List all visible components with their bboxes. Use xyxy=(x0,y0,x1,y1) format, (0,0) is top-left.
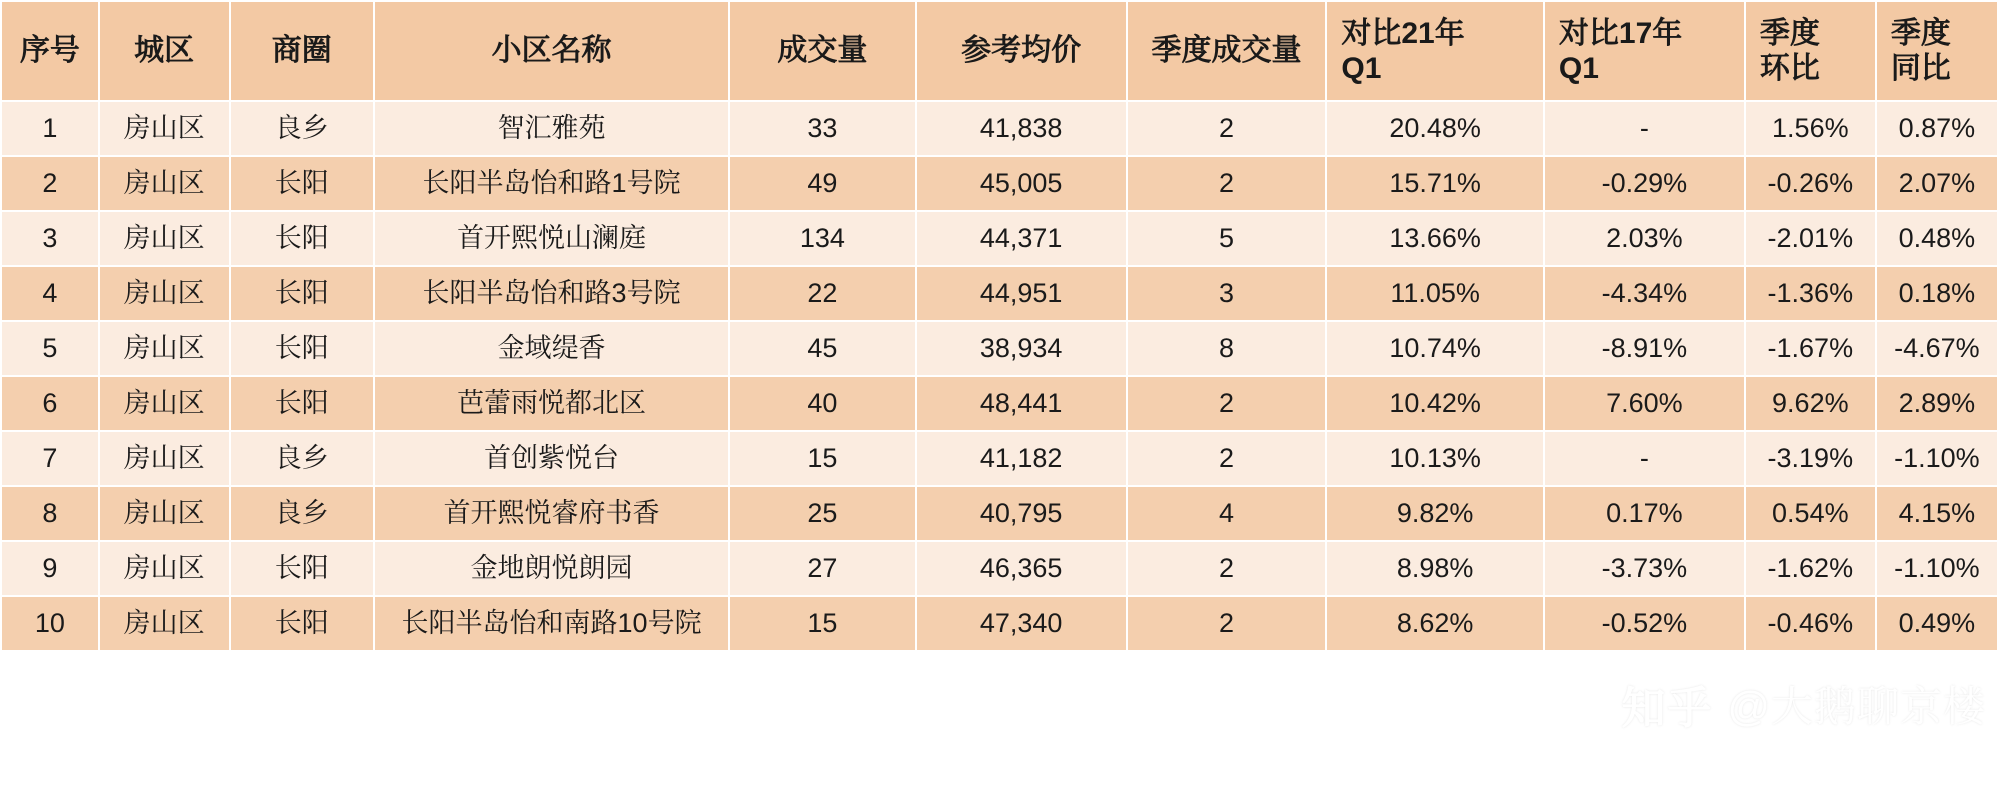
cell-quarterly-volume: 3 xyxy=(1127,266,1327,321)
cell-quarterly-volume: 5 xyxy=(1127,211,1327,266)
cell-qoq: -2.01% xyxy=(1745,211,1876,266)
cell-index: 4 xyxy=(1,266,99,321)
column-header-vs-2021-q1 xyxy=(1326,1,1544,101)
cell-yoy: 0.87% xyxy=(1876,101,1998,156)
cell-vs-2021-q1: 15.71% xyxy=(1326,156,1544,211)
table-header-row xyxy=(1,1,1998,101)
table-row xyxy=(1,431,1998,486)
cell-transaction-volume: 15 xyxy=(729,596,915,651)
cell-yoy: 0.49% xyxy=(1876,596,1998,651)
zhihu-username: @大鹅聊京楼 xyxy=(1727,683,1986,730)
cell-yoy: -1.10% xyxy=(1876,541,1998,596)
column-header-quarterly-volume: 季度成交量 xyxy=(1127,1,1327,101)
cell-transaction-volume: 33 xyxy=(729,101,915,156)
cell-district: 房山区 xyxy=(99,596,230,651)
cell-reference-price: 44,951 xyxy=(916,266,1127,321)
table-row xyxy=(1,596,1998,651)
cell-vs-2017-q1: 2.03% xyxy=(1544,211,1745,266)
cell-district: 房山区 xyxy=(99,266,230,321)
cell-reference-price: 41,182 xyxy=(916,431,1127,486)
cell-vs-2017-q1: - xyxy=(1544,101,1745,156)
cell-business-area: 良乡 xyxy=(230,486,374,541)
cell-business-area: 良乡 xyxy=(230,101,374,156)
cell-community-name: 首开熙悦睿府书香 xyxy=(374,486,729,541)
cell-quarterly-volume: 2 xyxy=(1127,431,1327,486)
cell-yoy: 0.18% xyxy=(1876,266,1998,321)
cell-quarterly-volume: 4 xyxy=(1127,486,1327,541)
cell-quarterly-volume: 8 xyxy=(1127,321,1327,376)
cell-qoq: -1.36% xyxy=(1745,266,1876,321)
cell-district: 房山区 xyxy=(99,321,230,376)
cell-quarterly-volume: 2 xyxy=(1127,541,1327,596)
column-header-transaction-volume: 成交量 xyxy=(729,1,915,101)
cell-district: 房山区 xyxy=(99,101,230,156)
cell-community-name: 首开熙悦山澜庭 xyxy=(374,211,729,266)
cell-vs-2021-q1: 10.42% xyxy=(1326,376,1544,431)
cell-transaction-volume: 134 xyxy=(729,211,915,266)
cell-district: 房山区 xyxy=(99,376,230,431)
cell-yoy: 0.48% xyxy=(1876,211,1998,266)
cell-business-area: 长阳 xyxy=(230,156,374,211)
table-row xyxy=(1,156,1998,211)
column-header-yoy-line1: 季度 xyxy=(1890,16,1951,50)
cell-transaction-volume: 25 xyxy=(729,486,915,541)
cell-district: 房山区 xyxy=(99,486,230,541)
cell-vs-2021-q1: 8.62% xyxy=(1326,596,1544,651)
cell-reference-price: 45,005 xyxy=(916,156,1127,211)
cell-transaction-volume: 15 xyxy=(729,431,915,486)
table-row xyxy=(1,541,1998,596)
table-row xyxy=(1,101,1998,156)
cell-business-area: 长阳 xyxy=(230,266,374,321)
cell-qoq: 9.62% xyxy=(1745,376,1876,431)
cell-vs-2017-q1: - xyxy=(1544,431,1745,486)
cell-vs-2021-q1: 8.98% xyxy=(1326,541,1544,596)
cell-index: 10 xyxy=(1,596,99,651)
cell-business-area: 良乡 xyxy=(230,431,374,486)
table-row xyxy=(1,266,1998,321)
table-row xyxy=(1,376,1998,431)
column-header-index: 序号 xyxy=(1,1,99,101)
cell-vs-2021-q1: 11.05% xyxy=(1326,266,1544,321)
column-header-vs-2017-q1-line2: Q1 xyxy=(1558,52,1599,85)
cell-community-name: 金域缇香 xyxy=(374,321,729,376)
cell-reference-price: 46,365 xyxy=(916,541,1127,596)
column-header-quarter-over-quarter xyxy=(1745,1,1876,101)
cell-vs-2017-q1: -3.73% xyxy=(1544,541,1745,596)
cell-yoy: -1.10% xyxy=(1876,431,1998,486)
column-header-year-over-year xyxy=(1876,1,1998,101)
table-body xyxy=(1,101,1998,651)
cell-community-name: 智汇雅苑 xyxy=(374,101,729,156)
cell-community-name: 长阳半岛怡和南路10号院 xyxy=(374,596,729,651)
cell-index: 6 xyxy=(1,376,99,431)
cell-reference-price: 44,371 xyxy=(916,211,1127,266)
cell-vs-2017-q1: -4.34% xyxy=(1544,266,1745,321)
cell-district: 房山区 xyxy=(99,431,230,486)
cell-qoq: -1.67% xyxy=(1745,321,1876,376)
cell-index: 1 xyxy=(1,101,99,156)
cell-quarterly-volume: 2 xyxy=(1127,376,1327,431)
cell-community-name: 长阳半岛怡和路1号院 xyxy=(374,156,729,211)
cell-index: 7 xyxy=(1,431,99,486)
column-header-qoq-line2: 环比 xyxy=(1759,52,1820,85)
column-header-yoy-line2: 同比 xyxy=(1890,52,1951,85)
table-row xyxy=(1,321,1998,376)
cell-reference-price: 40,795 xyxy=(916,486,1127,541)
cell-vs-2017-q1: -8.91% xyxy=(1544,321,1745,376)
cell-vs-2021-q1: 20.48% xyxy=(1326,101,1544,156)
cell-qoq: -0.26% xyxy=(1745,156,1876,211)
cell-yoy: -4.67% xyxy=(1876,321,1998,376)
column-header-business-area: 商圈 xyxy=(230,1,374,101)
watermark xyxy=(1621,672,1986,736)
cell-index: 3 xyxy=(1,211,99,266)
column-header-reference-price: 参考均价 xyxy=(916,1,1127,101)
cell-vs-2021-q1: 13.66% xyxy=(1326,211,1544,266)
column-header-vs-2017-q1-line1: 对比17年 xyxy=(1558,16,1683,50)
table-header xyxy=(1,1,1998,101)
cell-business-area: 长阳 xyxy=(230,376,374,431)
column-header-qoq-line1: 季度 xyxy=(1759,16,1820,50)
cell-quarterly-volume: 2 xyxy=(1127,156,1327,211)
cell-reference-price: 48,441 xyxy=(916,376,1127,431)
zhihu-logo: 知乎 xyxy=(1621,684,1714,733)
cell-community-name: 首创紫悦台 xyxy=(374,431,729,486)
cell-index: 5 xyxy=(1,321,99,376)
cell-business-area: 长阳 xyxy=(230,321,374,376)
column-header-vs-2021-q1-line2: Q1 xyxy=(1341,52,1382,85)
cell-community-name: 金地朗悦朗园 xyxy=(374,541,729,596)
cell-vs-2017-q1: 0.17% xyxy=(1544,486,1745,541)
cell-index: 8 xyxy=(1,486,99,541)
column-header-community-name: 小区名称 xyxy=(374,1,729,101)
cell-vs-2021-q1: 10.13% xyxy=(1326,431,1544,486)
cell-reference-price: 47,340 xyxy=(916,596,1127,651)
table-row xyxy=(1,211,1998,266)
cell-yoy: 4.15% xyxy=(1876,486,1998,541)
cell-qoq: 0.54% xyxy=(1745,486,1876,541)
cell-vs-2017-q1: -0.29% xyxy=(1544,156,1745,211)
cell-business-area: 长阳 xyxy=(230,211,374,266)
cell-business-area: 长阳 xyxy=(230,541,374,596)
cell-qoq: -3.19% xyxy=(1745,431,1876,486)
cell-community-name: 芭蕾雨悦都北区 xyxy=(374,376,729,431)
cell-vs-2017-q1: -0.52% xyxy=(1544,596,1745,651)
cell-district: 房山区 xyxy=(99,541,230,596)
cell-vs-2017-q1: 7.60% xyxy=(1544,376,1745,431)
cell-district: 房山区 xyxy=(99,156,230,211)
cell-transaction-volume: 45 xyxy=(729,321,915,376)
cell-reference-price: 41,838 xyxy=(916,101,1127,156)
cell-vs-2021-q1: 9.82% xyxy=(1326,486,1544,541)
cell-qoq: -1.62% xyxy=(1745,541,1876,596)
cell-qoq: 1.56% xyxy=(1745,101,1876,156)
column-header-district: 城区 xyxy=(99,1,230,101)
cell-index: 9 xyxy=(1,541,99,596)
cell-quarterly-volume: 2 xyxy=(1127,596,1327,651)
cell-yoy: 2.89% xyxy=(1876,376,1998,431)
cell-transaction-volume: 40 xyxy=(729,376,915,431)
cell-qoq: -0.46% xyxy=(1745,596,1876,651)
table-row xyxy=(1,486,1998,541)
column-header-vs-2021-q1-line1: 对比21年 xyxy=(1341,16,1465,50)
cell-quarterly-volume: 2 xyxy=(1127,101,1327,156)
cell-vs-2021-q1: 10.74% xyxy=(1326,321,1544,376)
cell-community-name: 长阳半岛怡和路3号院 xyxy=(374,266,729,321)
cell-transaction-volume: 22 xyxy=(729,266,915,321)
cell-yoy: 2.07% xyxy=(1876,156,1998,211)
cell-business-area: 长阳 xyxy=(230,596,374,651)
cell-transaction-volume: 49 xyxy=(729,156,915,211)
cell-district: 房山区 xyxy=(99,211,230,266)
column-header-vs-2017-q1 xyxy=(1544,1,1745,101)
cell-reference-price: 38,934 xyxy=(916,321,1127,376)
cell-transaction-volume: 27 xyxy=(729,541,915,596)
cell-index: 2 xyxy=(1,156,99,211)
